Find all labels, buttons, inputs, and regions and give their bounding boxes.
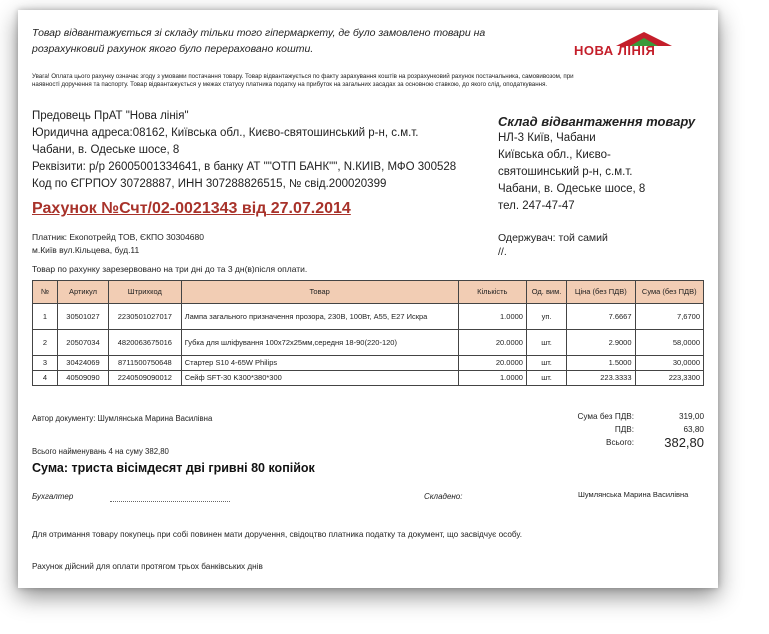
cell-quantity: 1.0000 bbox=[458, 304, 526, 330]
cell-sum: 223,3300 bbox=[635, 371, 703, 386]
pickup-note: Для отримання товару покупець при собі повинен мати доручення, свідоцтво платника податку та документ, що засвідчує особу. bbox=[32, 530, 522, 539]
cell-barcode: 4820063675016 bbox=[108, 330, 181, 356]
cell-article: 40509090 bbox=[57, 371, 108, 386]
supplier-name: Предовець ПрАТ "Нова лінія" bbox=[32, 110, 189, 122]
warehouse-phone: тел. 247-47-47 bbox=[498, 200, 575, 212]
col-header-product: Товар bbox=[181, 281, 458, 304]
cell-unit: шт. bbox=[526, 371, 566, 386]
payer-block bbox=[32, 231, 204, 257]
validity-note: Рахунок дійсний для оплати протягом трьох банківських днів bbox=[32, 562, 263, 571]
company-logo bbox=[570, 32, 708, 68]
table-row bbox=[33, 356, 704, 371]
cell-article: 20507034 bbox=[57, 330, 108, 356]
supplier-address-2: Чабани, в. Одеське шосе, 8 bbox=[32, 144, 180, 156]
cell-sum: 30,0000 bbox=[635, 356, 703, 371]
cell-quantity: 20.0000 bbox=[458, 330, 526, 356]
invoice-sheet bbox=[18, 10, 718, 588]
total-row-grand bbox=[518, 436, 704, 449]
supplier-bank: Реквізити: р/р 26005001334641, в банку АТ ""ОТП БАНК"", N.КИІВ, МФО 300528 bbox=[32, 161, 457, 173]
cell-product: Лампа загального призначення прозора, 230В, 100Вт, А55, Е27 Искра bbox=[181, 304, 458, 330]
header-note-line: Товар відвантажується зі складу тільки того гіпермаркету, де було замовлено товари на bbox=[32, 27, 486, 39]
accountant-signature-line bbox=[110, 501, 230, 502]
cell-number: 2 bbox=[33, 330, 58, 356]
accountant-label: Бухгалтер bbox=[32, 492, 74, 501]
cell-barcode: 2240509090012 bbox=[108, 371, 181, 386]
cell-product: Стартер S10 4-65W Philips bbox=[181, 356, 458, 371]
cell-price: 7.6667 bbox=[567, 304, 635, 330]
supplier-codes: Код по ЄГРПОУ 30728887, ИНН 307288826515, № свід.200020399 bbox=[32, 178, 387, 190]
cell-price: 2.9000 bbox=[567, 330, 635, 356]
total-label: ПДВ: bbox=[614, 425, 634, 434]
supplier-address: Юридична адреса:08162, Київська обл., Києво-святошинський р-н, с.м.т. bbox=[32, 127, 419, 139]
col-header-unit: Од. вим. bbox=[526, 281, 566, 304]
cell-quantity: 1.0000 bbox=[458, 371, 526, 386]
logo-text: НОВА ЛІНІЯ bbox=[574, 43, 656, 58]
issued-by-name: Шумлянська Марина Василівна bbox=[578, 490, 689, 499]
table-header-row bbox=[33, 281, 704, 304]
items-table bbox=[32, 280, 704, 386]
warehouse-title: Склад відвантаження товару bbox=[498, 114, 696, 129]
warehouse-line: Чабани, в. Одеське шосе, 8 bbox=[498, 183, 646, 195]
cell-barcode: 8711500750648 bbox=[108, 356, 181, 371]
col-header-barcode: Штрихкод bbox=[108, 281, 181, 304]
receiver-block bbox=[498, 231, 608, 259]
receiver-name: Одержувач: той самий bbox=[498, 232, 608, 244]
document-author: Автор документу: Шумлянська Марина Василівна bbox=[32, 414, 213, 423]
invoice-date-prefix: від bbox=[241, 200, 267, 217]
col-header-sum: Сума (без ПДВ) bbox=[635, 281, 703, 304]
cell-unit: уп. bbox=[526, 304, 566, 330]
col-header-quantity: Кількість bbox=[458, 281, 526, 304]
table-row bbox=[33, 330, 704, 356]
cell-price: 1.5000 bbox=[567, 356, 635, 371]
sum-in-words: Сума: триста вісімдесят дві гривні 80 копійок bbox=[32, 461, 315, 475]
total-value: 319,00 bbox=[678, 412, 704, 421]
cell-product: Сейф SFT-30 K300*380*300 bbox=[181, 371, 458, 386]
cell-number: 3 bbox=[33, 356, 58, 371]
cell-unit: шт. bbox=[526, 330, 566, 356]
warehouse-line: святошинський р-н, с.м.т. bbox=[498, 166, 633, 178]
cell-unit: шт. bbox=[526, 356, 566, 371]
invoice-date: 27.07.2014 bbox=[270, 200, 351, 217]
payer-address: м.Київ вул.Кільцева, буд.11 bbox=[32, 245, 140, 255]
payer-name: Платник: Екопотрейд ТОВ, ЄКПО 30304680 bbox=[32, 232, 204, 242]
grand-total-value: 382,80 bbox=[664, 435, 704, 450]
cell-sum: 7,6700 bbox=[635, 304, 703, 330]
cell-number: 4 bbox=[33, 371, 58, 386]
cell-article: 30424069 bbox=[57, 356, 108, 371]
invoice-title bbox=[32, 200, 351, 218]
cell-sum: 58,0000 bbox=[635, 330, 703, 356]
col-header-number: № bbox=[33, 281, 58, 304]
warehouse-line: НЛ-3 Київ, Чабани bbox=[498, 132, 596, 144]
warehouse-block bbox=[498, 113, 695, 215]
issued-by-label: Складено: bbox=[424, 492, 463, 501]
col-header-article: Артикул bbox=[57, 281, 108, 304]
cell-price: 223.3333 bbox=[567, 371, 635, 386]
table-row bbox=[33, 371, 704, 386]
cell-number: 1 bbox=[33, 304, 58, 330]
reserve-note: Товар по рахунку зарезервовано на три дні до та 3 дн(в)після оплати. bbox=[32, 264, 308, 274]
total-label: Сума без ПДВ: bbox=[577, 412, 634, 421]
cell-barcode: 2230501027017 bbox=[108, 304, 181, 330]
receiver-extra: //. bbox=[498, 246, 507, 258]
invoice-number: Рахунок №Счт/02-0021343 bbox=[32, 200, 238, 217]
supplier-block bbox=[32, 108, 456, 193]
totals-block bbox=[518, 410, 704, 449]
col-header-price: Ціна (без ПДВ) bbox=[567, 281, 635, 304]
cell-article: 30501027 bbox=[57, 304, 108, 330]
cell-quantity: 20.0000 bbox=[458, 356, 526, 371]
total-row-net bbox=[518, 410, 704, 423]
header-note-line: розрахунковий рахунок якого було перераховано кошти. bbox=[32, 43, 314, 55]
total-label: Всього: bbox=[605, 438, 634, 447]
total-value: 63,80 bbox=[683, 425, 704, 434]
warehouse-line: Київська обл., Києво- bbox=[498, 149, 611, 161]
cell-product: Губка для шліфування 100x72x25мм,середня 18-90(220-120) bbox=[181, 330, 458, 356]
items-count-line: Всього найменувань 4 на суму 382,80 bbox=[32, 447, 169, 456]
terms-note: Увага! Оплата цього рахунку означає згоду з умовами постачання товару. Товар відвантажується по факту зарахування коштів на розрахунковий рахунок постачальника, самовивозом, при наявності доручення та паспорту. Товар відвантажується у межах статусу платника податку на прибуток на загальних засадах за основною ставкою, до якого слід, оподаткування. bbox=[32, 73, 574, 89]
header-note bbox=[32, 25, 485, 57]
table-row bbox=[33, 304, 704, 330]
